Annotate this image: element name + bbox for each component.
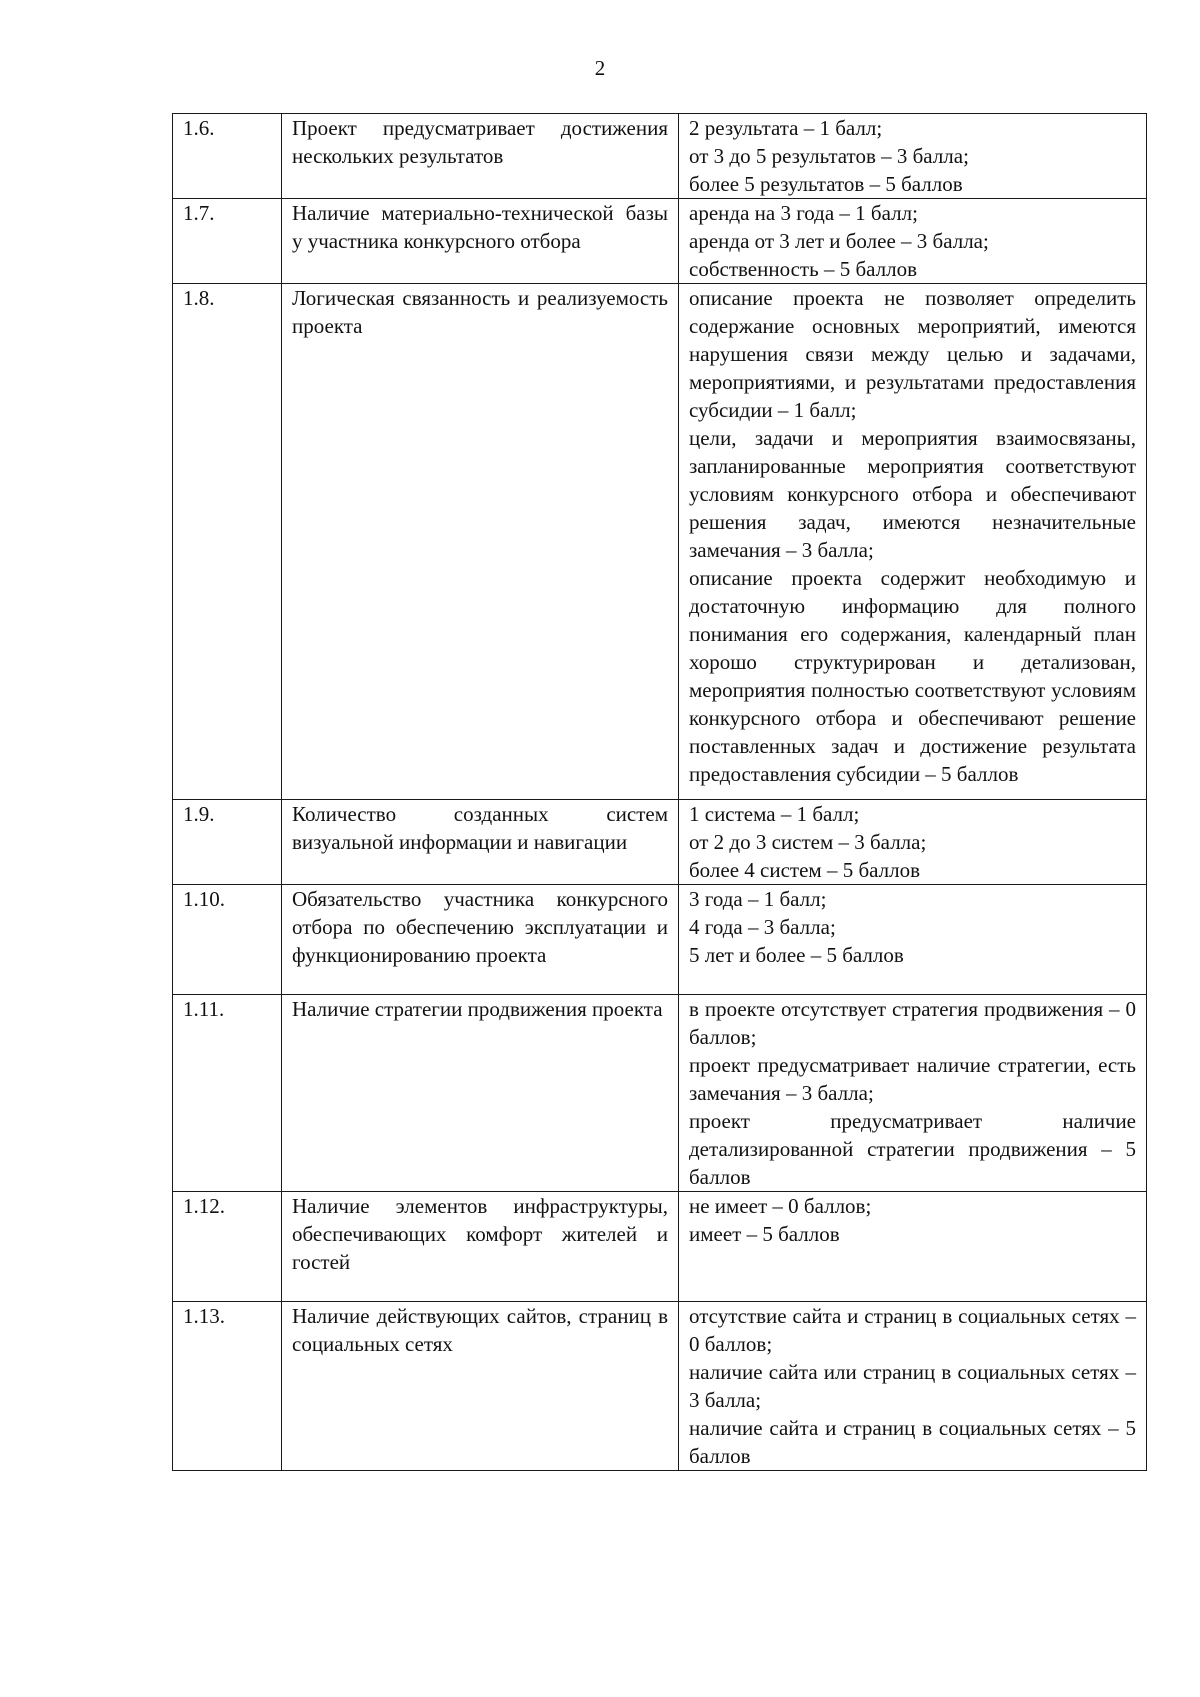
score-option: аренда от 3 лет и более – 3 балла; [689, 229, 989, 253]
score-option: в проекте отсутствует стратегия продвижения – 0 баллов; [689, 997, 1136, 1049]
score-option: 2 результата – 1 балл; [689, 116, 883, 140]
score-option: аренда на 3 года – 1 балл; [689, 201, 918, 225]
criterion-score [679, 1302, 1147, 1471]
criterion-number: 1.11. [173, 995, 282, 1192]
criterion-name: Количество созданных систем визуальной информации и навигации [282, 800, 679, 885]
criterion-score [679, 199, 1147, 284]
score-option: от 2 до 3 систем – 3 балла; [689, 830, 927, 854]
score-option: проект предусматривает наличие детализированной стратегии продвижения – 5 баллов [689, 1109, 1136, 1189]
criterion-score [679, 885, 1147, 995]
criterion-score [679, 1192, 1147, 1302]
table-row [173, 995, 1147, 1192]
table-row [173, 800, 1147, 885]
criterion-name: Обязательство участника конкурсного отбора по обеспечению эксплуатации и функционированию проекта [282, 885, 679, 995]
table-row [173, 1192, 1147, 1302]
score-option: не имеет – 0 баллов; [689, 1194, 872, 1218]
criterion-score [679, 114, 1147, 199]
criterion-number: 1.10. [173, 885, 282, 995]
criterion-name: Наличие элементов инфраструктуры, обеспечивающих комфорт жителей и гостей [282, 1192, 679, 1302]
score-option: отсутствие сайта и страниц в социальных сетях – 0 баллов; [689, 1304, 1136, 1356]
score-option: более 5 результатов – 5 баллов [689, 172, 963, 196]
criterion-name: Наличие стратегии продвижения проекта [282, 995, 679, 1192]
page-number: 2 [594, 56, 606, 80]
criterion-number: 1.13. [173, 1302, 282, 1471]
table-row [173, 1302, 1147, 1471]
criterion-score [679, 284, 1147, 800]
criterion-name: Логическая связанность и реализуемость проекта [282, 284, 679, 800]
table-row [173, 284, 1147, 800]
table-row [173, 114, 1147, 199]
table-row [173, 885, 1147, 995]
score-option: более 4 систем – 5 баллов [689, 858, 921, 882]
criterion-name: Проект предусматривает достижения нескольких результатов [282, 114, 679, 199]
score-option: наличие сайта или страниц в социальных сетях – 3 балла; [689, 1360, 1136, 1412]
table-row [173, 199, 1147, 284]
criteria-table [172, 113, 1147, 1471]
score-option: 1 система – 1 балл; [689, 802, 860, 826]
score-option: проект предусматривает наличие стратегии, есть замечания – 3 балла; [689, 1053, 1136, 1105]
score-option: собственность – 5 баллов [689, 257, 918, 281]
criterion-number: 1.8. [173, 284, 282, 800]
score-option: 4 года – 3 балла; [689, 915, 836, 939]
criterion-name: Наличие действующих сайтов, страниц в социальных сетях [282, 1302, 679, 1471]
criterion-number: 1.9. [173, 800, 282, 885]
criterion-number: 1.7. [173, 199, 282, 284]
criterion-score [679, 995, 1147, 1192]
score-option: описание проекта не позволяет определить содержание основных мероприятий, имеются нарушения связи между целью и задачами, мероприятиями, и результатами предоставления субсидии – 1 балл; [689, 286, 1136, 422]
score-option: от 3 до 5 результатов – 3 балла; [689, 144, 969, 168]
criterion-number: 1.6. [173, 114, 282, 199]
score-option: 5 лет и более – 5 баллов [689, 943, 904, 967]
score-option: описание проекта содержит необходимую и достаточную информацию для полного понимания его содержания, календарный план хорошо структурирован и детализован, мероприятия полностью соответствуют условиям конкурсного отбора и обеспечивают решение поставленных задач и достижение результата предоставления субсидии – 5 баллов [689, 566, 1136, 786]
criterion-name: Наличие материально-технической базы у участника конкурсного отбора [282, 199, 679, 284]
score-option: цели, задачи и мероприятия взаимосвязаны, запланированные мероприятия соответствуют условиям конкурсного отбора и обеспечивают решения задач, имеются незначительные замечания – 3 балла; [689, 426, 1136, 562]
score-option: 3 года – 1 балл; [689, 887, 827, 911]
score-option: имеет – 5 баллов [689, 1222, 840, 1246]
score-option: наличие сайта и страниц в социальных сетях – 5 баллов [689, 1416, 1136, 1468]
criterion-score [679, 800, 1147, 885]
criterion-number: 1.12. [173, 1192, 282, 1302]
